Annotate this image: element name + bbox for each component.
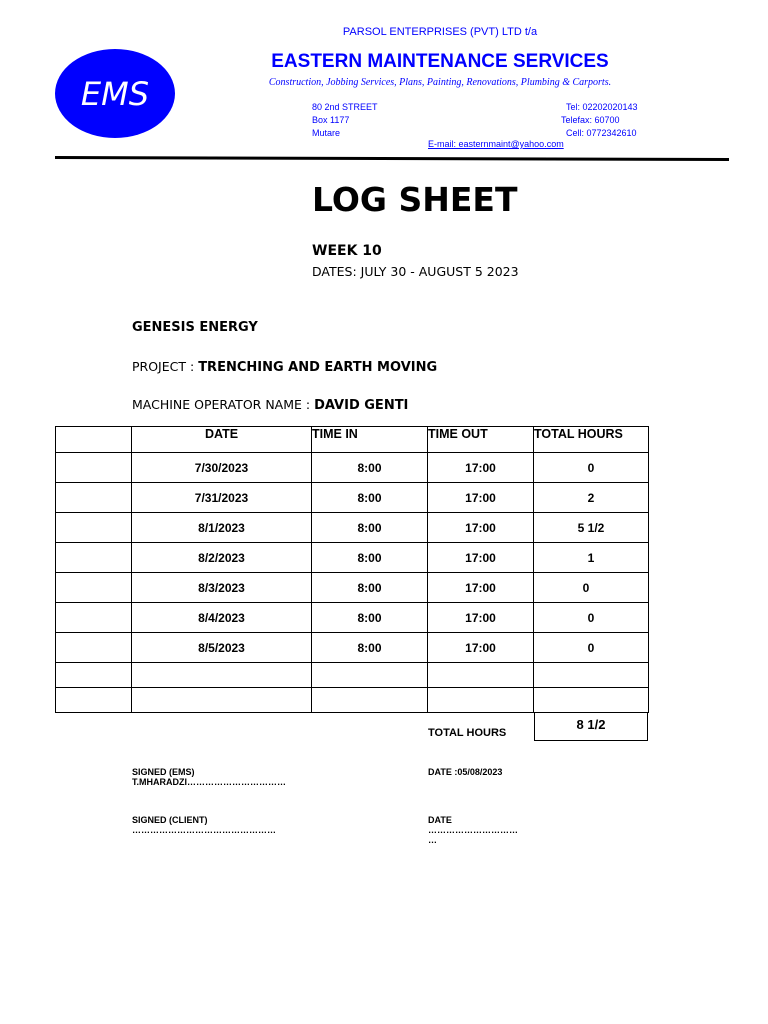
- telefax-number: Telefax: 60700: [561, 115, 620, 125]
- client-date-line-continued: …: [428, 835, 437, 845]
- row-blank-cell: [56, 543, 132, 573]
- row-blank-cell: [56, 483, 132, 513]
- date-cell: 7/30/2023: [132, 453, 312, 483]
- signed-client-line: …………………………………………: [132, 825, 276, 835]
- header-divider: [55, 156, 729, 161]
- tel-number: Tel: 02202020143: [566, 102, 638, 112]
- time-out-cell: 17:00: [428, 633, 534, 663]
- date-cell: 7/31/2023: [132, 483, 312, 513]
- row-number-header: [56, 427, 132, 453]
- total-hours-label: TOTAL HOURS: [428, 727, 507, 739]
- date-cell: 8/4/2023: [132, 603, 312, 633]
- table-row: [56, 603, 649, 633]
- time-in-cell: 8:00: [312, 483, 428, 513]
- table-row: [56, 573, 649, 603]
- date-header: DATE: [132, 427, 312, 453]
- signed-client-label: SIGNED (CLIENT): [132, 815, 208, 825]
- table-header-row: [56, 427, 649, 453]
- project-label: PROJECT :: [132, 359, 195, 374]
- table-row: [56, 543, 649, 573]
- total-hours-cell: 1: [534, 543, 649, 573]
- date-cell: 8/5/2023: [132, 633, 312, 663]
- row-blank-cell: [56, 453, 132, 483]
- total-hours-cell: 0: [534, 633, 649, 663]
- empty-cell: [312, 663, 428, 688]
- empty-cell: [56, 663, 132, 688]
- cell-number: Cell: 0772342610: [566, 128, 637, 138]
- client-date-label: DATE: [428, 815, 452, 825]
- empty-cell: [428, 663, 534, 688]
- client-name: GENESIS ENERGY: [132, 320, 258, 335]
- project-line: [132, 359, 437, 375]
- email-link[interactable]: E-mail: easternmaint@yahoo.com: [428, 139, 564, 149]
- company-tagline: Construction, Jobbing Services, Plans, Painting, Renovations, Plumbing & Carports.: [268, 77, 612, 88]
- table-row: [56, 513, 649, 543]
- address-line-1: 80 2nd STREET: [312, 102, 378, 112]
- operator-label: MACHINE OPERATOR NAME :: [132, 397, 311, 412]
- week-label: WEEK 10: [312, 243, 382, 259]
- time-in-header: TIME IN: [312, 427, 428, 453]
- client-date-line: …………………………: [428, 825, 518, 835]
- time-out-cell: 17:00: [428, 543, 534, 573]
- date-cell: 8/1/2023: [132, 513, 312, 543]
- table-row-empty: [56, 688, 649, 713]
- row-blank-cell: [56, 603, 132, 633]
- table-row: [56, 483, 649, 513]
- client-date-block: [428, 815, 518, 845]
- time-out-cell: 17:00: [428, 573, 534, 603]
- total-hours-cell: 0: [534, 573, 649, 603]
- total-hours-cell: 0: [534, 603, 649, 633]
- total-hours-cell: 2: [534, 483, 649, 513]
- total-hours-value: 8 1/2: [576, 717, 606, 732]
- ems-logo: [55, 49, 175, 138]
- time-out-cell: 17:00: [428, 483, 534, 513]
- table-row: [56, 633, 649, 663]
- parent-company: PARSOL ENTERPRISES (PVT) LTD t/a: [342, 26, 538, 38]
- time-in-cell: 8:00: [312, 543, 428, 573]
- time-out-header: TIME OUT: [428, 427, 534, 453]
- time-in-cell: 8:00: [312, 573, 428, 603]
- empty-cell: [534, 663, 649, 688]
- operator-line: [132, 397, 408, 413]
- date-cell: 8/2/2023: [132, 543, 312, 573]
- table-row: [56, 453, 649, 483]
- time-out-cell: 17:00: [428, 603, 534, 633]
- logo-text: EMS: [80, 74, 150, 113]
- document-title: LOG SHEET: [312, 180, 518, 219]
- date-range: DATES: JULY 30 - AUGUST 5 2023: [312, 264, 519, 279]
- total-hours-cell: 5 1/2: [534, 513, 649, 543]
- empty-cell: [534, 688, 649, 713]
- address-line-2: Box 1177: [312, 115, 350, 125]
- address-line-3: Mutare: [312, 128, 341, 138]
- signed-ems-block: [132, 767, 286, 787]
- time-out-cell: 17:00: [428, 513, 534, 543]
- time-in-cell: 8:00: [312, 453, 428, 483]
- total-hours-header: TOTAL HOURS: [534, 427, 649, 453]
- time-in-cell: 8:00: [312, 513, 428, 543]
- table-row-empty: [56, 663, 649, 688]
- empty-cell: [312, 688, 428, 713]
- total-hours-cell: 0: [534, 453, 649, 483]
- total-hours-box: [534, 712, 648, 741]
- project-value: TRENCHING AND EARTH MOVING: [198, 360, 438, 375]
- date-cell: 8/3/2023: [132, 573, 312, 603]
- time-in-cell: 8:00: [312, 633, 428, 663]
- empty-cell: [428, 688, 534, 713]
- signed-ems-label: SIGNED (EMS): [132, 767, 195, 777]
- row-blank-cell: [56, 513, 132, 543]
- time-in-cell: 8:00: [312, 603, 428, 633]
- operator-value: DAVID GENTI: [314, 398, 409, 413]
- empty-cell: [132, 663, 312, 688]
- signed-ems-name: T.MHARADZI……………………………: [132, 777, 286, 787]
- ems-sign-date: DATE :05/08/2023: [428, 767, 503, 777]
- empty-cell: [56, 688, 132, 713]
- row-blank-cell: [56, 573, 132, 603]
- empty-cell: [132, 688, 312, 713]
- row-blank-cell: [56, 633, 132, 663]
- log-table: [55, 426, 649, 713]
- company-name: EASTERN MAINTENANCE SERVICES: [271, 51, 609, 72]
- time-out-cell: 17:00: [428, 453, 534, 483]
- signed-client-block: [132, 815, 276, 835]
